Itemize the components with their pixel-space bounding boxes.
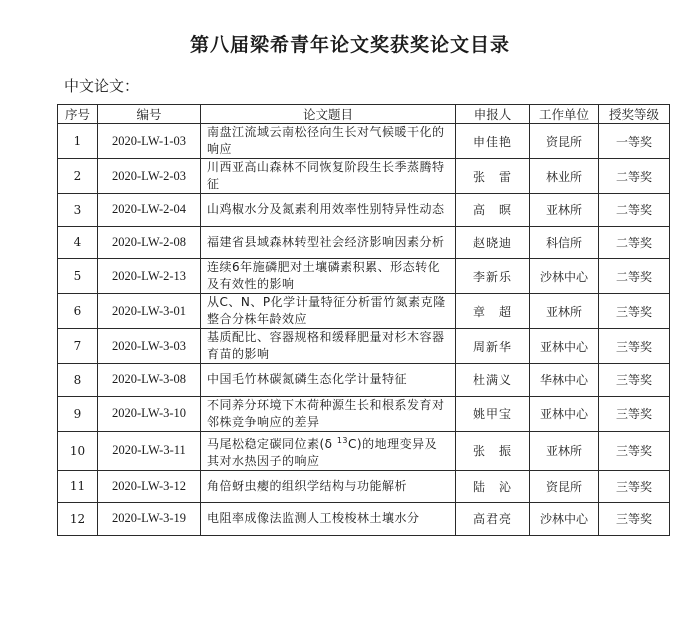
row-award: 三等奖: [599, 364, 670, 397]
header-index: 序号: [58, 105, 98, 124]
table-row: [58, 226, 670, 259]
row-applicant: 李新乐: [456, 259, 530, 294]
row-award: 二等奖: [599, 259, 670, 294]
header-applicant: 申报人: [456, 105, 530, 124]
row-unit: 亚林所: [530, 431, 599, 470]
row-award: 三等奖: [599, 396, 670, 431]
section-title: 中文论文：: [64, 77, 140, 95]
row-unit: 资昆所: [530, 124, 599, 159]
row-code: 2020-LW-3-11: [98, 431, 201, 470]
row-award: 三等奖: [599, 470, 670, 503]
row-title: 电阻率成像法监测人工梭梭林土壤水分: [201, 503, 456, 536]
row-title: 从C、N、P化学计量特征分析雷竹氮素克隆整合分株年龄效应: [201, 294, 456, 329]
row-index: 7: [58, 329, 98, 364]
row-title: 连续6年施磷肥对土壤磷素积累、形态转化及有效性的影响: [201, 259, 456, 294]
row-unit: 科信所: [530, 226, 599, 259]
row-code: 2020-LW-1-03: [98, 124, 201, 159]
row-index: 1: [58, 124, 98, 159]
row-unit: 沙林中心: [530, 503, 599, 536]
table-row: [58, 194, 670, 227]
row-applicant: 赵晓迪: [456, 226, 530, 259]
header-award: 授奖等级: [599, 105, 670, 124]
row-title: 南盘江流域云南松径向生长对气候暖干化的响应: [201, 124, 456, 159]
row-award: 二等奖: [599, 226, 670, 259]
header-title: 论文题目: [201, 105, 456, 124]
row-applicant: 章 超: [456, 294, 530, 329]
row-award: 三等奖: [599, 431, 670, 470]
row-code: 2020-LW-3-19: [98, 503, 201, 536]
table-row: [58, 431, 670, 470]
row-applicant: 杜满义: [456, 364, 530, 397]
row-index: 2: [58, 159, 98, 194]
row-unit: 沙林中心: [530, 259, 599, 294]
header-code: 编号: [98, 105, 201, 124]
row-index: 6: [58, 294, 98, 329]
row-applicant: 高 暝: [456, 194, 530, 227]
row-index: 8: [58, 364, 98, 397]
row-title: 角倍蚜虫瘿的组织学结构与功能解析: [201, 470, 456, 503]
row-index: 3: [58, 194, 98, 227]
row-applicant: 张 雷: [456, 159, 530, 194]
table-row: [58, 294, 670, 329]
table-row: [58, 329, 670, 364]
table-row: [58, 259, 670, 294]
row-applicant: 张 振: [456, 431, 530, 470]
row-applicant: 申佳艳: [456, 124, 530, 159]
row-applicant: 陆 沁: [456, 470, 530, 503]
table-header-row: [58, 105, 670, 124]
row-title: 基质配比、容器规格和缓释肥量对杉木容器育苗的影响: [201, 329, 456, 364]
row-award: 二等奖: [599, 194, 670, 227]
award-table: [57, 104, 670, 536]
row-title-prefix: 马尾松稳定碳同位素(δ: [207, 436, 337, 451]
row-code: 2020-LW-3-10: [98, 396, 201, 431]
row-code: 2020-LW-3-08: [98, 364, 201, 397]
row-index: 4: [58, 226, 98, 259]
row-unit: 华林中心: [530, 364, 599, 397]
row-title: [201, 431, 456, 470]
row-unit: 资昆所: [530, 470, 599, 503]
row-title: 福建省县域森林转型社会经济影响因素分析: [201, 226, 456, 259]
row-code: 2020-LW-2-13: [98, 259, 201, 294]
row-code: 2020-LW-2-04: [98, 194, 201, 227]
table-row: [58, 124, 670, 159]
table-row: [58, 470, 670, 503]
row-code: 2020-LW-3-12: [98, 470, 201, 503]
table-row: [58, 503, 670, 536]
row-award: 三等奖: [599, 329, 670, 364]
row-unit: 亚林所: [530, 294, 599, 329]
row-index: 12: [58, 503, 98, 536]
row-index: 9: [58, 396, 98, 431]
row-unit: 林业所: [530, 159, 599, 194]
row-title: 中国毛竹林碳氮磷生态化学计量特征: [201, 364, 456, 397]
row-index: 5: [58, 259, 98, 294]
row-unit: 亚林中心: [530, 396, 599, 431]
row-title-superscript: 13: [336, 435, 349, 445]
table-row: [58, 159, 670, 194]
row-unit: 亚林所: [530, 194, 599, 227]
row-applicant: 高君亮: [456, 503, 530, 536]
row-unit: 亚林中心: [530, 329, 599, 364]
row-award: 一等奖: [599, 124, 670, 159]
row-award: 二等奖: [599, 159, 670, 194]
row-title: 川西亚高山森林不同恢复阶段生长季蒸腾特征: [201, 159, 456, 194]
header-unit: 工作单位: [530, 105, 599, 124]
row-code: 2020-LW-2-08: [98, 226, 201, 259]
page-title: 第八届梁希青年论文奖获奖论文目录: [189, 34, 510, 56]
row-applicant: 姚甲宝: [456, 396, 530, 431]
row-code: 2020-LW-3-01: [98, 294, 201, 329]
row-code: 2020-LW-2-03: [98, 159, 201, 194]
table-row: [58, 396, 670, 431]
row-award: 三等奖: [599, 503, 670, 536]
row-applicant: 周新华: [456, 329, 530, 364]
row-title: 山鸡椒水分及氮素利用效率性别特异性动态: [201, 194, 456, 227]
table-row: [58, 364, 670, 397]
row-code: 2020-LW-3-03: [98, 329, 201, 364]
row-award: 三等奖: [599, 294, 670, 329]
row-index: 10: [58, 431, 98, 470]
row-title: 不同养分环境下木荷种源生长和根系发育对邻株竞争响应的差异: [201, 396, 456, 431]
row-index: 11: [58, 470, 98, 503]
row-title-suffix: C)的地理变异及其对水热因子的响应: [207, 436, 438, 468]
